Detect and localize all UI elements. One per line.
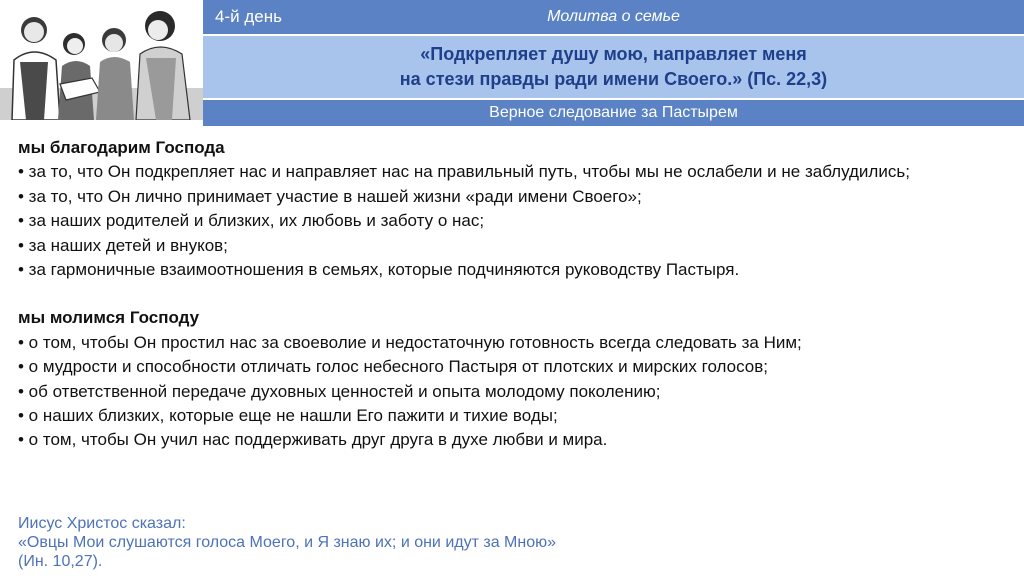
thanks-item: • за то, что Он подкрепляет нас и направляет нас на правильный путь, чтобы мы не ослабели и не заблудились; bbox=[18, 162, 910, 182]
day-label: 4-й день bbox=[215, 7, 282, 26]
section-spacer bbox=[18, 282, 1008, 306]
prayer-item: • о том, чтобы Он учил нас поддерживать друг друга в духе любви и мира. bbox=[18, 430, 608, 450]
thanks-heading: мы благодарим Господа bbox=[18, 138, 225, 157]
footer-line-2: «Овцы Мои слушаются голоса Моего, и Я знаю их; и они идут за Мною» bbox=[18, 534, 556, 551]
prayer-title: Молитва о семье bbox=[547, 8, 680, 25]
header-top-bar bbox=[203, 0, 1024, 34]
footer-quote bbox=[18, 514, 556, 571]
prayer-item: • об ответственной передаче духовных ценностей и опыта молодому поколению; bbox=[18, 381, 661, 401]
thanks-item: • за то, что Он лично принимает участие в нашей жизни «ради имени Своего»; bbox=[18, 186, 642, 206]
footer-line-3: (Ин. 10,27). bbox=[18, 553, 103, 570]
verse-line-1: «Подкрепляет душу мою, направляет меня bbox=[420, 44, 807, 64]
footer-line-1: Иисус Христос сказал: bbox=[18, 515, 186, 532]
subtitle: Верное следование за Пастырем bbox=[489, 104, 738, 121]
family-icon bbox=[0, 0, 203, 120]
main-content bbox=[18, 136, 1008, 453]
thanks-item: • за гармоничные взаимоотношения в семьях, которые подчиняются руководству Пастыря. bbox=[18, 260, 740, 280]
prayer-item: • о том, чтобы Он простил нас за своеволие и недостаточную готовность всегда следовать за Ним; bbox=[18, 332, 802, 352]
thanks-item: • за наших родителей и близких, их любовь и заботу о нас; bbox=[18, 211, 485, 231]
verse-line-2: на стези правды ради имени Своего.» (Пс. 22,3) bbox=[399, 69, 828, 89]
prayer-item: • о наших близких, которые еще не нашли Его пажити и тихие воды; bbox=[18, 406, 558, 426]
header bbox=[203, 0, 1024, 126]
family-illustration bbox=[0, 0, 203, 120]
verse-banner bbox=[203, 34, 1024, 98]
prayers-heading: мы молимся Господу bbox=[18, 308, 200, 328]
subtitle-bar bbox=[203, 98, 1024, 126]
prayer-item: • о мудрости и способности отличать голос небесного Пастыря от плотских и мирских голосов; bbox=[18, 357, 769, 377]
thanks-item: • за наших детей и внуков; bbox=[18, 235, 228, 255]
